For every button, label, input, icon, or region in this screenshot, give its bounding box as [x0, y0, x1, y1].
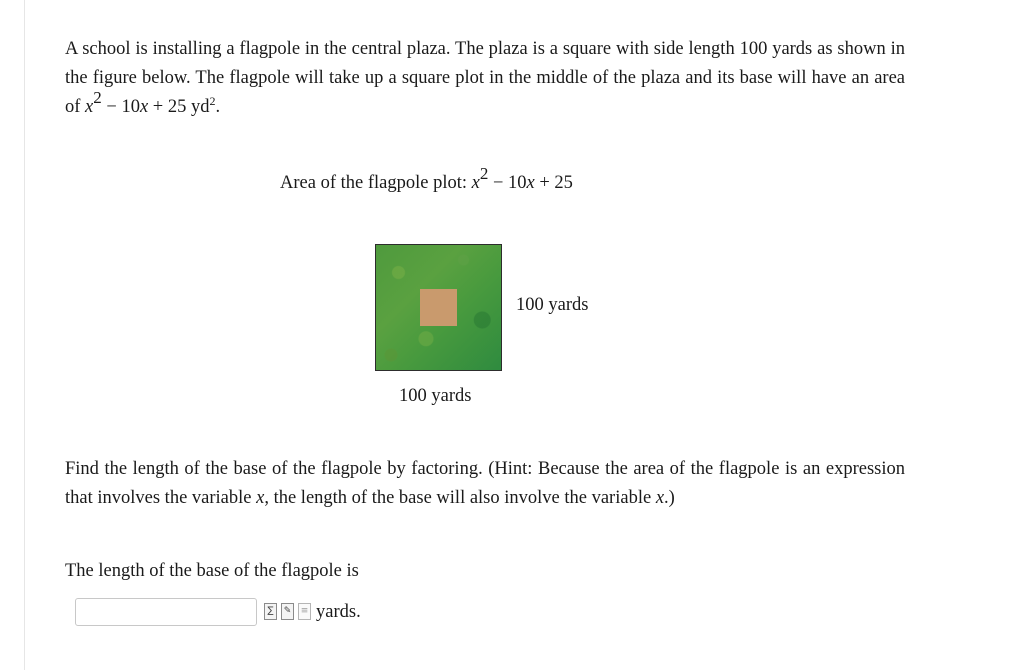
answer-input[interactable] [75, 598, 257, 626]
equation-editor-icon[interactable]: ∑ [264, 603, 277, 620]
intro-variable-x: x [85, 97, 94, 117]
answer-prompt: The length of the base of the flagpole is [65, 561, 359, 581]
question-part1: Find the length of the base of the flagpole by factoring. (Hint: Because the area of the flagpole is an expression that involves the variable [65, 459, 905, 508]
intro-unit-exponent: 2 [209, 94, 216, 108]
plaza-side-label: 100 yards [516, 295, 589, 315]
answer-unit: yards. [316, 602, 361, 622]
plaza-figure [375, 244, 502, 371]
caption-exponent: 2 [479, 164, 489, 183]
intro-text: A school is installing a flagpole in the central plaza. The plaza is a square with side length 100 yards as shown in the figure below. The flagpole will take up a square plot in the middle of the plaza and its base will have an area of [65, 39, 905, 117]
page-left-border [24, 0, 25, 670]
problem-statement [65, 35, 905, 122]
question-variable-x2: x [655, 488, 665, 508]
intro-variable-x2: x [139, 97, 149, 117]
intro-expr-minus: − 10 [101, 97, 140, 117]
question-part3: .) [664, 488, 675, 508]
question-text [65, 455, 905, 513]
intro-expr-tail: + 25 yd [148, 97, 210, 117]
caption-variable-x: x [471, 173, 480, 193]
figure-caption [280, 164, 573, 198]
intro-end: . [215, 97, 221, 117]
caption-label: Area of the flagpole plot: [280, 173, 472, 193]
question-part2: , the length of the base will also involve the variable [264, 488, 656, 508]
caption-tail: + 25 [534, 173, 573, 193]
intro-exponent: 2 [93, 88, 102, 107]
question-variable-x: x [256, 488, 265, 508]
flagpole-plot [420, 289, 457, 326]
caption-variable-x2: x [526, 173, 535, 193]
edit-icon[interactable]: ✎ [281, 603, 294, 620]
plaza-bottom-label: 100 yards [399, 386, 472, 406]
caption-minus: − 10 [488, 173, 527, 193]
blank-doc-icon[interactable]: ≡ [298, 603, 311, 620]
